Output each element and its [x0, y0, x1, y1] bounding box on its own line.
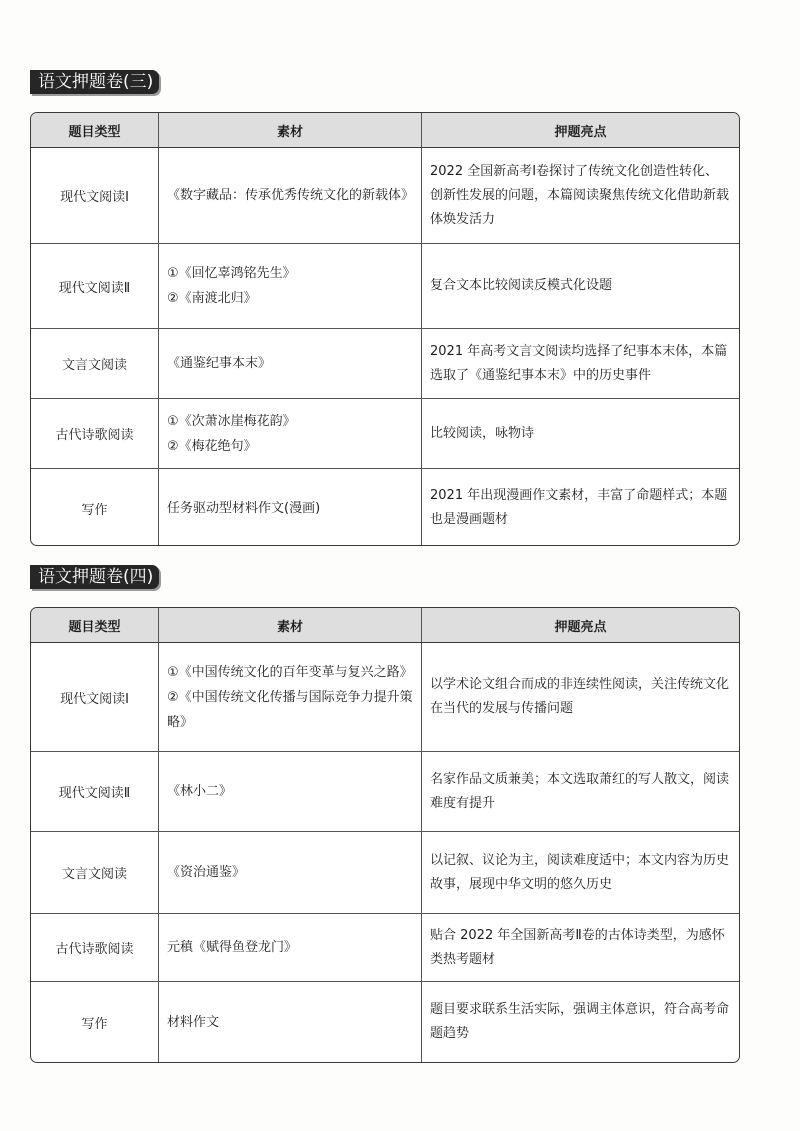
- cell-highlight: [422, 752, 739, 831]
- highlight-text: 2021 年高考文言文阅读均选择了纪事本末体，本篇选取了《通鉴纪事本末》中的历史事件: [430, 343, 728, 383]
- table-row: [31, 329, 739, 399]
- material-line: ②《梅花绝句》: [167, 438, 257, 454]
- material-line: ①《回忆辜鸿铭先生》: [167, 266, 296, 281]
- material-line: 《通鉴纪事本末》: [167, 356, 272, 371]
- cell-material: [159, 643, 422, 751]
- cell-type: 写作: [31, 982, 159, 1062]
- cell-type: 文言文阅读: [31, 832, 159, 913]
- cell-highlight: [422, 399, 739, 468]
- cell-highlight: [422, 914, 739, 981]
- highlight-text: 以记叙、议论为主，阅读难度适中；本文内容为历史故事，展现中华文明的悠久历史: [430, 852, 730, 892]
- cell-highlight: [422, 982, 739, 1062]
- header-type: 题目类型: [31, 113, 159, 147]
- table-row: [31, 643, 739, 752]
- cell-type: 写作: [31, 469, 159, 546]
- cell-material: [159, 982, 422, 1062]
- highlight-text: 题目要求联系生活实际，强调主体意识，符合高考命题趋势: [430, 1002, 730, 1041]
- cell-material: [159, 244, 422, 328]
- section-title-4: 语文押题卷(四): [30, 565, 159, 589]
- material-line: ①《次萧冰崖梅花韵》: [167, 413, 296, 429]
- table-row: [31, 148, 739, 244]
- header-highlight: 押题亮点: [554, 124, 607, 140]
- highlight-text: 贴合 2022 年全国新高考Ⅱ卷的古体诗类型，为感怀类热考题材: [430, 927, 725, 967]
- cell-highlight: [422, 148, 739, 243]
- cell-highlight: [422, 244, 739, 328]
- material-line: 材料作文: [167, 1014, 220, 1030]
- table-header: [31, 608, 739, 643]
- material-line: 《数字藏品：传承优秀传统文化的新载体》: [167, 188, 415, 203]
- table-row: [31, 244, 739, 329]
- cell-type: 现代文阅读Ⅰ: [31, 643, 159, 751]
- cell-material: [159, 914, 422, 981]
- cell-type: 古代诗歌阅读: [31, 399, 159, 468]
- cell-highlight: [422, 469, 739, 546]
- highlight-text: 比较阅读，咏物诗: [430, 425, 535, 441]
- material-line: 《林小二》: [167, 784, 233, 799]
- cell-highlight: [422, 643, 739, 751]
- material-line: ①《中国传统文化的百年变革与复兴之路》: [167, 664, 413, 680]
- cell-type: 现代文阅读Ⅰ: [31, 148, 159, 243]
- table-section-4: [30, 607, 740, 1063]
- table-header: [31, 113, 739, 148]
- material-line: 任务驱动型材料作文(漫画): [167, 500, 321, 516]
- cell-type: 古代诗歌阅读: [31, 914, 159, 981]
- table-row: [31, 752, 739, 832]
- header-type: 题目类型: [31, 608, 159, 642]
- header-material: 素材: [159, 608, 422, 642]
- cell-material: [159, 832, 422, 913]
- cell-material: [159, 469, 422, 546]
- highlight-text: 以学术论文组合而成的非连续性阅读，关注传统文化在当代的发展与传播问题: [430, 677, 730, 716]
- cell-material: [159, 329, 422, 398]
- cell-material: [159, 399, 422, 468]
- material-line: ②《南渡北归》: [167, 291, 257, 306]
- material-line: 《资治通鉴》: [167, 865, 246, 880]
- section-title-3: 语文押题卷(三): [30, 70, 159, 94]
- table-row: [31, 469, 739, 546]
- table-row: [31, 914, 739, 982]
- material-line: ②《中国传统文化传播与国际竞争力提升策略》: [167, 689, 413, 730]
- cell-type: 文言文阅读: [31, 329, 159, 398]
- highlight-text: 2022 全国新高考Ⅰ卷探讨了传统文化创造性转化、创新性发展的问题，本篇阅读聚焦传统文化借助新载体焕发活力: [430, 163, 730, 227]
- highlight-text: 2021 年出现漫画作文素材，丰富了命题样式；本题也是漫画题材: [430, 488, 728, 527]
- cell-material: [159, 752, 422, 831]
- table-row: [31, 982, 739, 1062]
- cell-highlight: [422, 832, 739, 913]
- table-section-3: [30, 112, 740, 546]
- material-line: 元稹《赋得鱼登龙门》: [167, 940, 298, 955]
- header-material: 素材: [159, 113, 422, 147]
- cell-type: 现代文阅读Ⅱ: [31, 244, 159, 328]
- header-highlight: 押题亮点: [554, 619, 607, 635]
- highlight-text: 名家作品文质兼美；本文选取萧红的写人散文，阅读难度有提升: [430, 771, 730, 811]
- cell-type: 现代文阅读Ⅱ: [31, 752, 159, 831]
- table-row: [31, 399, 739, 469]
- table-row: [31, 832, 739, 914]
- cell-material: [159, 148, 422, 243]
- highlight-text: 复合文本比较阅读反模式化设题: [430, 278, 613, 293]
- cell-highlight: [422, 329, 739, 398]
